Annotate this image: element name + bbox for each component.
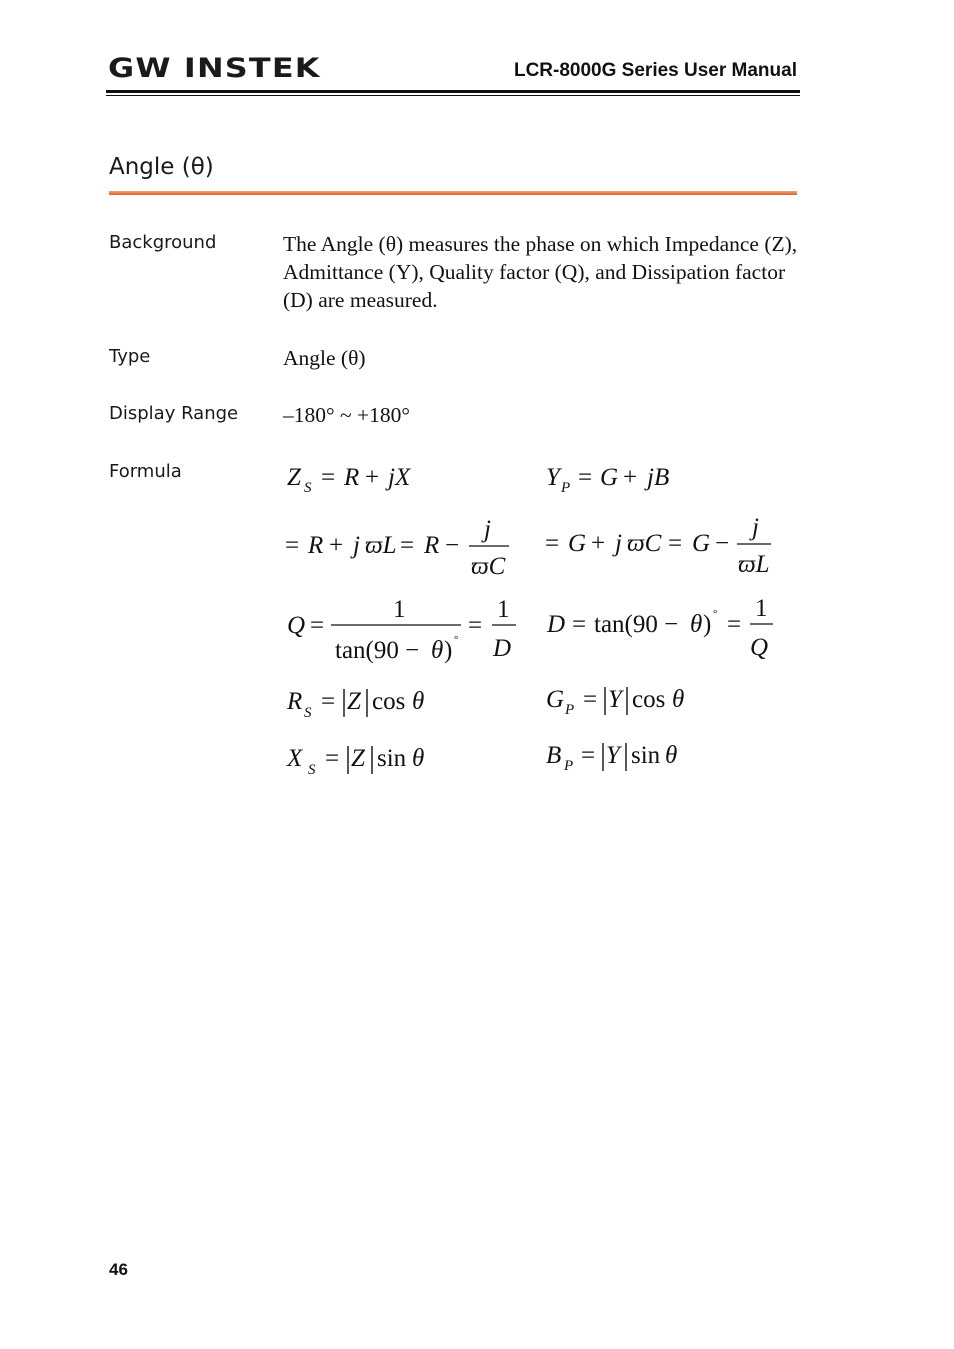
svg-text:G: G xyxy=(692,530,711,557)
svg-text:Y: Y xyxy=(546,464,560,491)
svg-text:θ: θ xyxy=(672,686,685,713)
svg-text:R: R xyxy=(424,532,440,559)
formula-zs xyxy=(287,464,412,496)
svg-text:): ) xyxy=(444,637,453,664)
svg-text:θ: θ xyxy=(412,688,425,715)
svg-text:Y: Y xyxy=(608,686,622,713)
svg-text:°: ° xyxy=(454,634,459,646)
svg-text:cos: cos xyxy=(372,688,406,715)
svg-text:=: = xyxy=(400,532,415,559)
header-rule-thick xyxy=(106,90,800,93)
svg-text:=: = xyxy=(468,612,483,639)
svg-text:°: ° xyxy=(713,608,718,620)
svg-text:−: − xyxy=(715,530,730,557)
svg-text:=: = xyxy=(321,688,336,715)
formula-bp xyxy=(546,742,677,774)
formula-yp-expanded xyxy=(545,514,771,578)
svg-text:=: = xyxy=(285,532,300,559)
svg-text:cos: cos xyxy=(632,686,666,713)
svg-text:+: + xyxy=(623,464,638,491)
svg-text:j: j xyxy=(752,514,759,541)
type-label: Type xyxy=(109,346,151,367)
svg-text:θ: θ xyxy=(431,637,444,664)
header-rule-thin xyxy=(106,95,800,96)
svg-text:j: j xyxy=(615,530,622,557)
svg-text:Z: Z xyxy=(351,745,365,772)
svg-text:ϖL: ϖL xyxy=(365,532,397,559)
formula-label: Formula xyxy=(109,461,182,482)
svg-text:G: G xyxy=(568,530,587,557)
svg-text:P: P xyxy=(564,758,574,774)
svg-text:P: P xyxy=(561,480,571,496)
svg-text:+: + xyxy=(365,464,380,491)
formula-block xyxy=(283,455,803,800)
formula-gp xyxy=(546,686,684,718)
svg-text:θ: θ xyxy=(412,745,425,772)
formula-xs xyxy=(286,745,424,778)
svg-text:tan(90 −: tan(90 − xyxy=(594,611,679,638)
svg-text:+: + xyxy=(591,530,606,557)
svg-text:Q: Q xyxy=(287,612,306,639)
svg-text:=: = xyxy=(572,611,587,638)
svg-text:θ: θ xyxy=(690,611,703,638)
svg-text:j: j xyxy=(353,532,360,559)
section-divider xyxy=(109,191,797,195)
svg-text:Z: Z xyxy=(287,464,301,491)
svg-text:P: P xyxy=(565,702,575,718)
page-number: 46 xyxy=(109,1260,128,1279)
brand-logo: GW INSTEK xyxy=(108,53,321,84)
svg-text:=: = xyxy=(325,745,340,772)
svg-text:ϖC: ϖC xyxy=(627,530,662,557)
svg-text:j: j xyxy=(484,516,491,543)
formula-q xyxy=(287,596,516,664)
svg-text:=: = xyxy=(310,612,325,639)
svg-text:jB: jB xyxy=(647,464,670,491)
svg-text:Z: Z xyxy=(347,688,361,715)
section-title: Angle (θ) xyxy=(109,154,214,180)
svg-text:): ) xyxy=(703,611,712,638)
svg-text:=: = xyxy=(578,464,593,491)
manual-title: LCR-8000G Series User Manual xyxy=(513,60,797,81)
svg-text:sin: sin xyxy=(631,742,661,769)
svg-text:=: = xyxy=(581,742,596,769)
svg-text:G: G xyxy=(546,686,565,713)
svg-text:G: G xyxy=(600,464,619,491)
svg-text:R: R xyxy=(308,532,324,559)
display-range-label: Display Range xyxy=(109,403,239,424)
svg-text:1: 1 xyxy=(497,596,510,623)
svg-text:jX: jX xyxy=(388,464,411,491)
svg-text:ϖL: ϖL xyxy=(738,551,770,578)
formula-rs xyxy=(286,688,424,721)
svg-text:R: R xyxy=(287,688,303,715)
svg-text:θ: θ xyxy=(665,742,678,769)
svg-text:+: + xyxy=(329,532,344,559)
svg-text:R: R xyxy=(344,464,360,491)
svg-text:Q: Q xyxy=(750,634,769,661)
svg-text:X: X xyxy=(287,745,303,772)
svg-text:D: D xyxy=(493,635,512,662)
background-text: The Angle (θ) measures the phase on which Impedance (Z), Admittance (Y), Quality factor (Q), and Dissipation factor (D) are measured. xyxy=(283,232,798,312)
background-label: Background xyxy=(109,232,217,253)
svg-text:ϖC: ϖC xyxy=(471,553,506,580)
svg-text:1: 1 xyxy=(755,595,768,622)
svg-text:D: D xyxy=(547,611,566,638)
formula-yp xyxy=(546,464,669,496)
svg-text:S: S xyxy=(308,762,316,778)
formula-d xyxy=(546,595,773,661)
svg-text:−: − xyxy=(445,532,460,559)
svg-text:=: = xyxy=(321,464,336,491)
svg-text:sin: sin xyxy=(377,745,407,772)
svg-text:S: S xyxy=(304,705,312,721)
svg-text:tan(90 −: tan(90 − xyxy=(335,637,420,664)
formula-graphic xyxy=(283,455,803,795)
svg-text:B: B xyxy=(546,742,562,769)
svg-text:Y: Y xyxy=(606,742,620,769)
type-value: Angle (θ) xyxy=(283,346,366,370)
svg-text:=: = xyxy=(583,686,598,713)
svg-text:=: = xyxy=(727,611,742,638)
display-range-value: –180° ~ +180° xyxy=(283,403,410,427)
svg-text:=: = xyxy=(668,530,683,557)
svg-text:1: 1 xyxy=(393,596,406,623)
svg-text:S: S xyxy=(304,480,312,496)
svg-text:=: = xyxy=(545,530,560,557)
formula-zs-expanded xyxy=(285,516,509,580)
